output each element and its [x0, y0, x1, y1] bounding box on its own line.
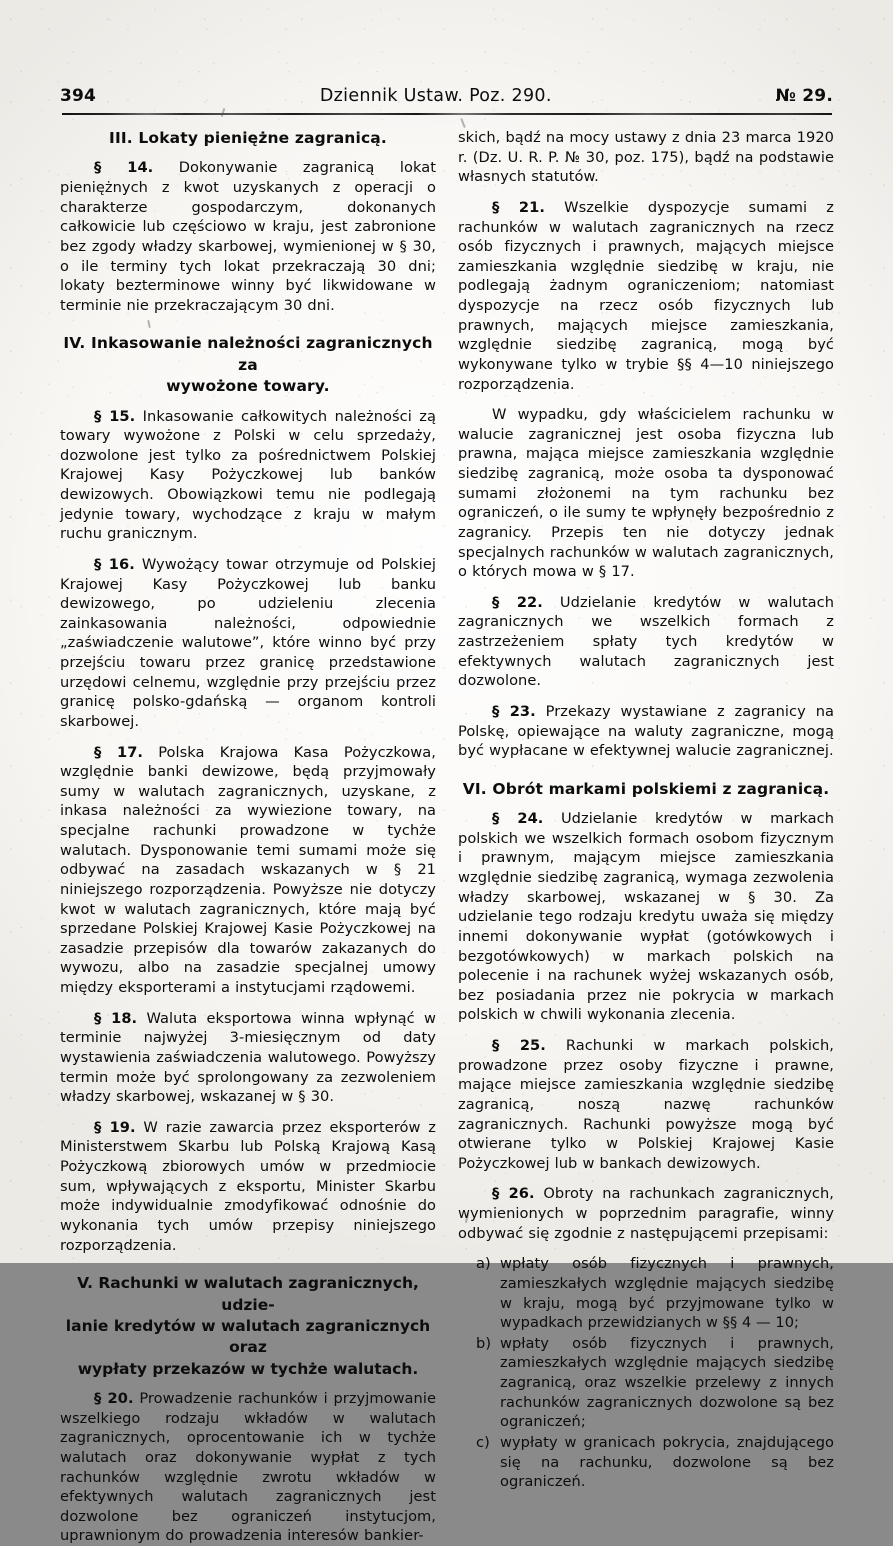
paragraph-sign: § 19. [94, 1118, 136, 1136]
paragraph-25: § 25. Rachunki w markach polskich, prowadzone przez osoby fizyczne i prawne, mające miejsce zamieszkania względnie siedzibę zagranicą, noszą nazwę rachunków zagranicznych. Rachunki powyższe mogą być otwierane tylko w Polskiej Krajowej Kasie Pożyczkowej lub w bankach dewizowych. [458, 1037, 834, 1172]
left-column [60, 128, 436, 1546]
journal-title: Dziennik Ustaw. Poz. 290. [319, 86, 552, 106]
paragraph-21-second: W wypadku, gdy właścicielem rachunku w walucie zagranicznej jest osoba fizyczna lub prawna, mająca miejsce zamieszkania względnie siedzibę zagranicą, może osoba ta dysponować sumami złożonemi na tym rachunku bez ograniczeń, o ile sumy te wpłynęły bezpośrednio z zagranicy. Przepis ten nie dotyczy jednak specjalnych rachunków w walutach zagranicznych, o których mowa w § 17. [458, 406, 834, 581]
section-heading-v [60, 1273, 436, 1380]
issue-number: № 29. [775, 86, 833, 106]
paragraph-17: § 17. Polska Krajowa Kasa Pożyczkowa, względnie banki dewizowe, będą przyjmowały sumy w walutach zagranicznych, uzyskane, z inkasa należności za wywiezione towary, na specjalne rachunki prowadzone w tychże walutach. Dysponowanie temi sumami może się odbywać na zasadach wskazanych w § 21 niniejszego rozporządzenia. Powyższe nie dotyczy kwot w walutach zagranicznych, które mają być sprzedane Polskiej Krajowej Kasie Pożyczkowej na zasadzie przepisów dla towarów zakazanych do wywozu, albo na zasadzie specjalnej umowy między eksporterami a instytucjami rządowemi. [60, 743, 436, 996]
paragraph-sign: § 20. [94, 1390, 134, 1407]
list-item-marker: b) [476, 1334, 492, 1352]
paragraph-sign: § 18. [94, 1009, 138, 1027]
paragraph-sign: § 23. [492, 702, 536, 720]
paragraph-sign: § 17. [94, 743, 143, 761]
paragraph-22: § 22. Udzielanie kredytów w walutach zagranicznych we wszelkich formach z zastrzeżeniem spłaty tych kredytów w efektywnych walutach zagranicznych jest dozwolone. [458, 593, 834, 690]
paragraph-sign: § 14. [94, 159, 154, 177]
section-heading-v-line2: lanie kredytów w walutach zagranicznych oraz [65, 1316, 431, 1357]
paragraph-sign: § 15. [94, 407, 136, 425]
list-item-text: wpłaty osób fizycznych i prawnych, zamieszkałych względnie mających siedzibę zagranicą, oraz wszelkie przelewy z innych rachunków zagranicznych dozwolone są bez ograniczeń; [500, 1334, 834, 1431]
section-heading-iv-line1: IV. Inkasowanie należności zagranicznych za [63, 334, 433, 374]
page-number: 394 [60, 86, 97, 106]
section-heading-iv [60, 333, 436, 397]
list-item [458, 1433, 834, 1492]
list-item [458, 1334, 834, 1432]
scan-speck [460, 118, 466, 128]
two-column-body [60, 128, 835, 1546]
section-heading-iii: III. Lokaty pieniężne zagranicą. [109, 129, 387, 147]
list-item-text: wpłaty osób fizycznych i prawnych, zamieszkałych względnie mających siedzibę w kraju, mogą być przyjmowane tylko w wypadkach przewidzianych w §§ 4 — 10; [500, 1255, 834, 1332]
section-heading-vi: VI. Obrót markami polskiemi z zagranicą. [462, 779, 830, 798]
paragraph-26-list [458, 1254, 834, 1492]
paragraph-20: § 20. Prowadzenie rachunków i przyjmowanie wszelkiego rodzaju wkładów w walutach zagranicznych, oprocentowanie ich w tychże walutach oraz dokonywanie wypłat z tych rachunków względnie zwrotu wkładów w efektywnych walutach zagranicznych jest dozwolone bez ograniczeń instytucjom, uprawnionym do prowadzenia interesów bankier- [60, 1390, 436, 1545]
list-item [458, 1254, 834, 1333]
paragraph-18: § 18. Waluta eksportowa winna wpłynąć w terminie najwyżej 3-miesięcznym od daty wystawienia zaświadczenia walutowego. Powyższy termin może być sprolongowany za zezwoleniem władzy skarbowej, wskazanej w § 30. [60, 1009, 437, 1106]
paragraph-23: § 23. Przekazy wystawiane z zagranicy na Polskę, opiewające na waluty zagraniczne, mogą być wypłacane w efektywnej walucie zagranicznej. [458, 702, 834, 760]
paragraph-sign: § 22. [492, 593, 543, 611]
paragraph-19: § 19. W razie zawarcia przez eksporterów z Ministerstwem Skarbu lub Polską Krajową Kasą Pożyczkową zbiorowych umów w przedmiocie sum, wpływających z eksportu, Minister Skarbu może indywidualnie zmodyfikować odnośnie do wykonania tych umów przepisy niniejszego rozporządzenia. [60, 1118, 436, 1254]
paragraph-21: § 21. Wszelkie dyspozycje sumami z rachunków w walutach zagranicznych na rzecz osób fizycznych i prawnych, mających miejsce zamieszkania względnie siedzibę w kraju, nie podlegają żadnym ograniczeniom; natomiast dyspozycje na rzecz osób fizycznych lub prawnych, mających miejsce zamieszkania, względnie siedzibę zagranicą, mogą być wykonywane tylko w trybie §§ 4—10 niniejszego rozporządzenia. [458, 198, 834, 393]
paragraph-16: § 16. Wywożący towar otrzymuje od Polskiej Krajowej Kasy Pożyczkowej lub banku dewizowego, po udzieleniu zlecenia zainkasowania należności, odpowiednie „zaświadczenie walutowe”, które winno być przy przejściu towaru przez granicę przedstawione urzędowi celnemu, względnie przy przejściu przez granicę polsko-gdańską — organom kontroli skarbowej. [60, 555, 436, 730]
header-rule [62, 113, 832, 115]
paragraph-15: § 15. Inkasowanie całkowitych należności zą towary wywożone z Polski w celu sprzedaży, dozwolone jest tylko za pośrednictwem Polskiej Krajowej Kasy Pożyczkowej lub banków dewizowych. Obowiązkowi temu nie podlegają jedynie towary, wychodzące z kraju w małym ruchu granicznym. [60, 407, 436, 543]
section-heading-v-line3: wypłaty przekazów w tychże walutach. [77, 1359, 419, 1378]
running-head [60, 86, 833, 112]
paragraph-sign: § 25. [492, 1037, 546, 1054]
paragraph-24: § 24. Udzielanie kredytów w markach polskich we wszelkich formach osobom fizycznym i prawnym, mającym miejsce zamieszkania względnie siedzibę zagranicą, wymaga zezwolenia władzy skarbowej, wskazanej w § 30. Za udzielanie tego rodzaju kredytu uważa się między innemi dokonywanie wypłat (gotówkowych i bezgotówkowych) w markach polskich na polecenie i na rachunek wyżej wskazanych osób, bez posiadania przez nie pokrycia w markach polskich w chwili wykonania zlecenia. [458, 810, 834, 1024]
right-column [458, 128, 834, 1546]
paragraph-sign: § 21. [492, 198, 545, 216]
paragraph-14: § 14. Dokonywanie zagranicą lokat pieniężnych z kwot uzyskanych z operacji o charakterze gospodarczym, dokonanych całkowicie lub częściowo w kraju, jest zabronione bez zgody władzy skarbowej, wymienionej w § 30, o ile terminy tych lokat przekraczają 30 dni; lokaty bezterminowe winny być likwidowane w terminie nie przekraczającym 30 dni. [60, 159, 436, 314]
paragraph-sign: § 26. [492, 1185, 535, 1203]
section-heading-iv-line2: wywożone towary. [166, 377, 330, 396]
paragraph-sign: § 24. [492, 810, 544, 828]
list-item-marker: a) [476, 1255, 491, 1273]
paragraph-26: § 26. Obroty na rachunkach zagranicznych, wymienionych w poprzednim paragrafie, winny odbywać się zgodnie z następującemi przepisami: [458, 1185, 834, 1242]
paragraph-20-continuation: skich, bądź na mocy ustawy z dnia 23 marca 1920 r. (Dz. U. R. P. № 30, poz. 175), bądź na podstawie własnych statutów. [458, 129, 834, 186]
section-heading-v-line1: V. Rachunki w walutach zagranicznych, udzie- [77, 1274, 419, 1314]
list-item-marker: c) [476, 1433, 490, 1451]
list-item-text: wypłaty w granicach pokrycia, znajdującego się na rachunku, dozwolone są bez ograniczeń. [500, 1433, 834, 1491]
paragraph-sign: § 16. [94, 555, 135, 573]
